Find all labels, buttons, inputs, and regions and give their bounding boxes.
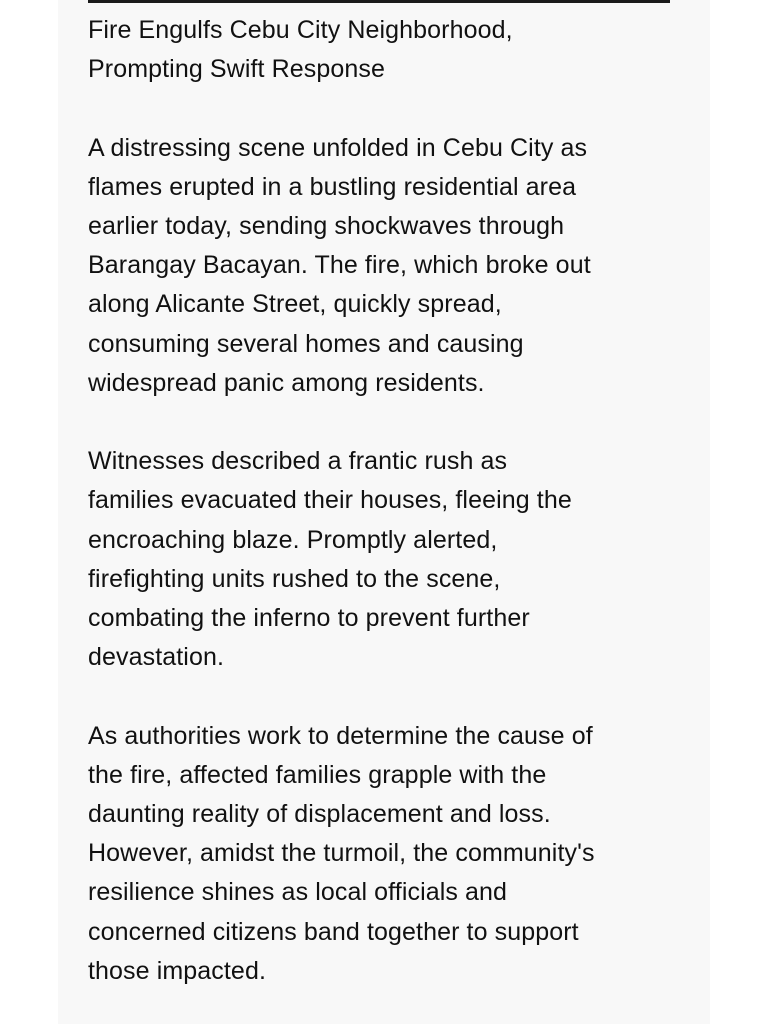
paragraph-line: concerned citizens band together to support <box>88 917 579 946</box>
article-paragraph-3 <box>88 717 688 991</box>
paragraph-line: A distressing scene unfolded in Cebu City as <box>88 133 588 162</box>
paragraph-line: resilience shines as local officials and <box>88 878 508 907</box>
paragraph-line: firefighting units rushed to the scene, <box>88 564 501 593</box>
paragraph-line: earlier today, sending shockwaves through <box>88 212 565 240</box>
paragraph-line: families evacuated their houses, fleeing the <box>88 486 572 515</box>
paragraph-line: along Alicante Street, quickly spread, <box>88 290 502 319</box>
paragraph-line: encroaching blaze. Promptly alerted, <box>88 525 498 554</box>
paragraph-line: However, amidst the turmoil, the community's <box>88 839 595 868</box>
paragraph-line: flames erupted in a bustling residential area <box>88 172 577 201</box>
paragraph-line: consuming several homes and causing <box>88 329 524 358</box>
top-divider <box>88 0 670 3</box>
paragraph-line: widespread panic among residents. <box>88 368 485 397</box>
paragraph-line: Witnesses described a frantic rush as <box>88 447 508 476</box>
paragraph-line: daunting reality of displacement and loss. <box>88 800 551 829</box>
news-article-card <box>58 0 710 1024</box>
paragraph-line: As authorities work to determine the cause of <box>88 721 593 750</box>
article-headline <box>88 11 688 89</box>
headline-line: Prompting Swift Response <box>88 55 385 84</box>
paragraph-line: the fire, affected families grapple with the <box>88 760 547 789</box>
headline-line: Fire Engulfs Cebu City Neighborhood, <box>88 16 513 44</box>
article-paragraph-2 <box>88 442 688 677</box>
paragraph-line: those impacted. <box>88 956 266 985</box>
article-text <box>88 11 688 991</box>
paragraph-line: Barangay Bacayan. The fire, which broke out <box>88 251 591 280</box>
paragraph-line: devastation. <box>88 643 225 672</box>
paragraph-line: combating the inferno to prevent further <box>88 604 530 633</box>
article-paragraph-1 <box>88 129 688 403</box>
